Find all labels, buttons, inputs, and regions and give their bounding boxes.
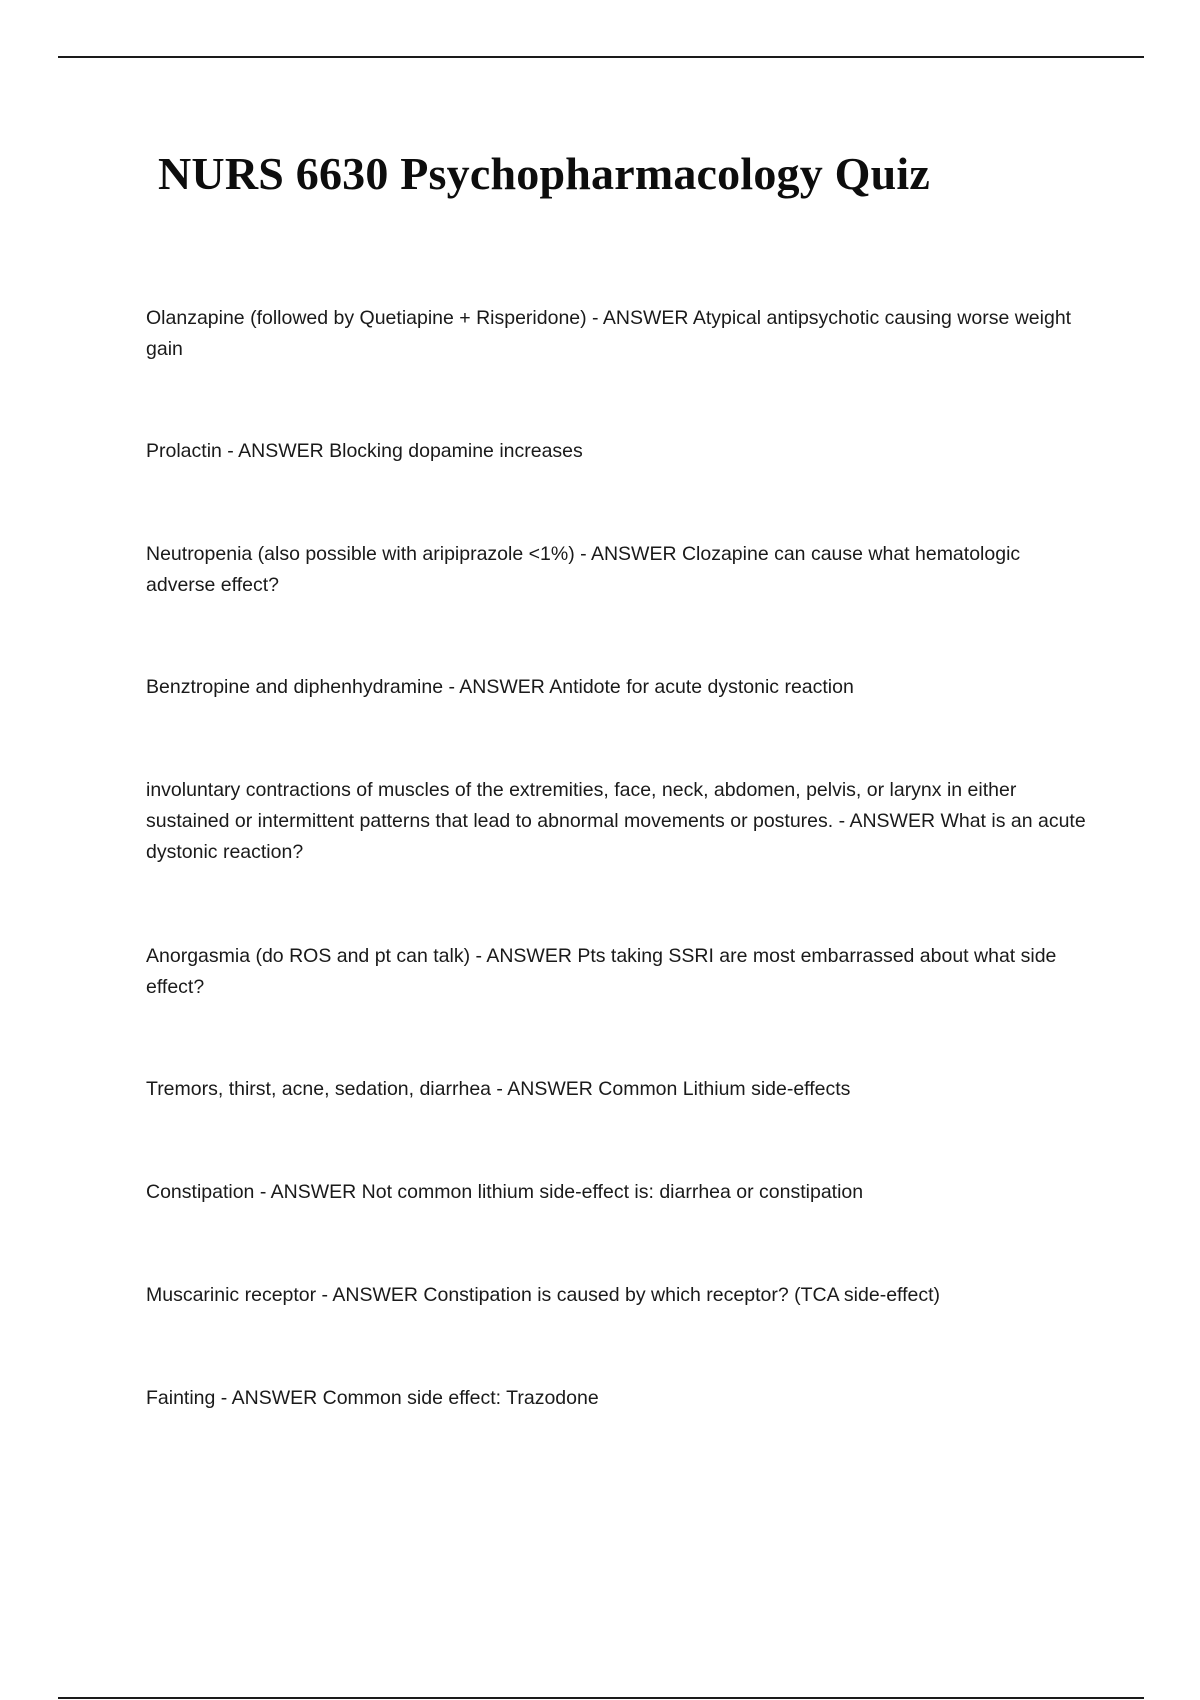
qa-item: Muscarinic receptor - ANSWER Constipation is caused by which receptor? (TCA side-effect) [146,1284,941,1306]
qa-item: Prolactin - ANSWER Blocking dopamine increases [146,440,583,462]
qa-item: Tremors, thirst, acne, sedation, diarrhea - ANSWER Common Lithium side-effects [146,1078,851,1100]
qa-item: Constipation - ANSWER Not common lithium side-effect is: diarrhea or constipation [146,1181,864,1203]
qa-item: Benztropine and diphenhydramine - ANSWER Antidote for acute dystonic reaction [146,676,854,698]
bottom-rule [58,1697,1144,1699]
qa-item: Anorgasmia (do ROS and pt can talk) - ANSWER Pts taking SSRI are most embarrassed about what side effect? [146,945,1057,998]
qa-item: Neutropenia (also possible with aripiprazole <1%) - ANSWER Clozapine can cause what hematologic adverse effect? [146,543,1021,596]
qa-item: Olanzapine (followed by Quetiapine + Risperidone) - ANSWER Atypical antipsychotic causing worse weight gain [146,307,1072,360]
qa-item: Fainting - ANSWER Common side effect: Trazodone [146,1387,599,1409]
top-rule [58,56,1144,58]
document-title: NURS 6630 Psychopharmacology Quiz [158,148,931,199]
qa-item: involuntary contractions of muscles of the extremities, face, neck, abdomen, pelvis, or larynx in either sustained or intermittent patterns that lead to abnormal movements or postures. - ANSWER What is an acute dystonic reaction? [146,779,1086,863]
